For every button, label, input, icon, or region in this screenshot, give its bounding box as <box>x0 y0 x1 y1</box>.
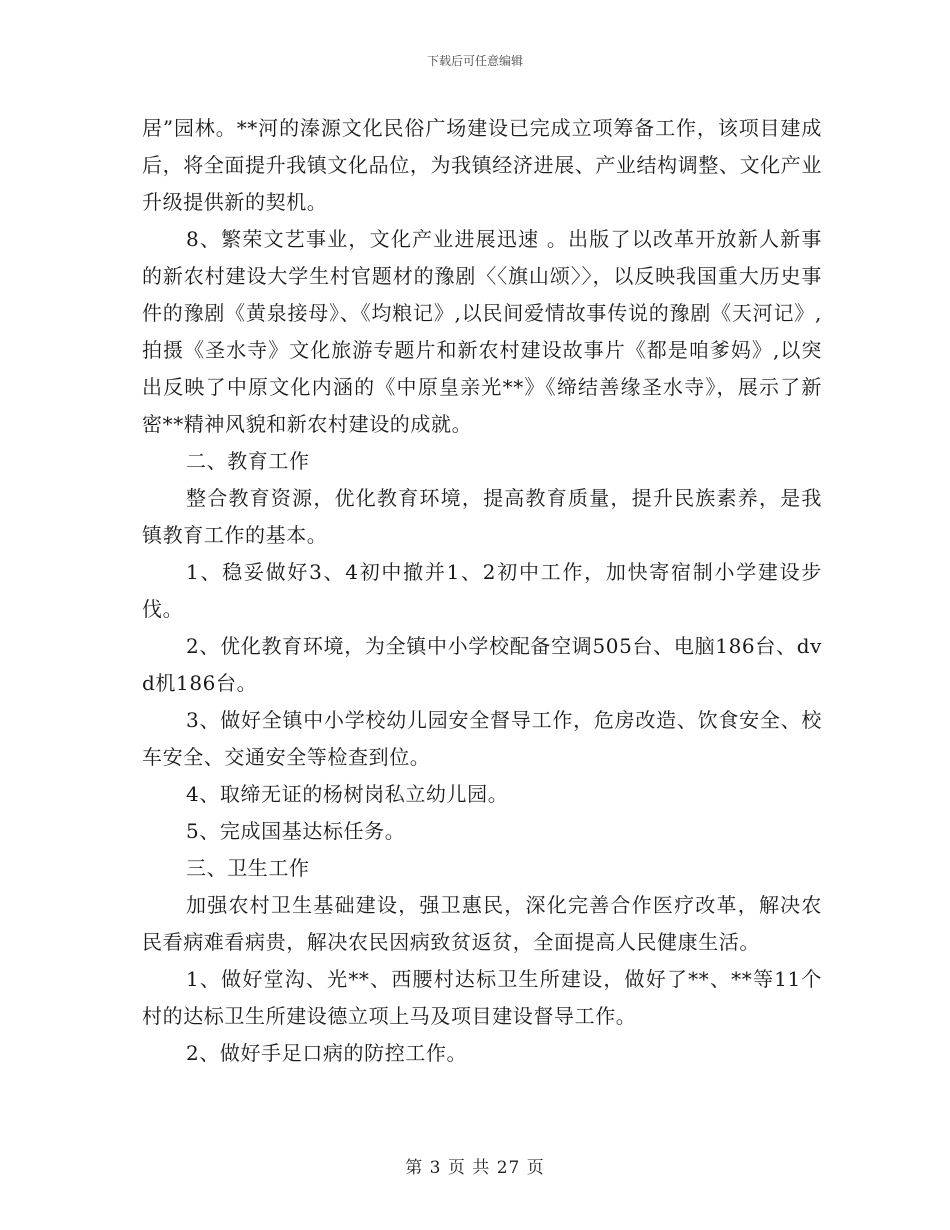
list-item: 4、取缔无证的杨树岗私立幼儿园。 <box>186 782 509 806</box>
list-item: 1、做好堂沟、光**、西腰村达标卫生所建设，做好了**、**等11个村的达标卫生所建设德立项上马及项目建设督导工作。 <box>142 967 822 1028</box>
document-body <box>142 110 822 1072</box>
list-item: 2、做好手足口病的防控工作。 <box>186 1041 468 1065</box>
section-heading: 二、教育工作 <box>186 449 310 473</box>
list-item: 5、完成国基达标任务。 <box>186 819 406 843</box>
paragraph: 整合教育资源，优化教育环境，提高教育质量，提升民族素养，是我镇教育工作的基本。 <box>142 486 822 547</box>
list-item: 2、优化教育环境，为全镇中小学校配备空调505台、电脑186台、dvd机186台。 <box>142 634 822 695</box>
list-item: 1、稳妥做好3、4初中撤并1、2初中工作，加快寄宿制小学建设步伐。 <box>142 560 822 621</box>
paragraph: 居”园林。**河的溱源文化民俗广场建设已完成立项筹备工作，该项目建成后，将全面提升我镇文化品位，为我镇经济进展、产业结构调整、文化产业升级提供新的契机。 <box>142 116 822 214</box>
page-header: 下载后可任意编辑 <box>426 54 523 68</box>
list-item: 3、做好全镇中小学校幼儿园安全督导工作，危房改造、饮食安全、校车安全、交通安全等检查到位。 <box>142 708 822 769</box>
section-heading: 三、卫生工作 <box>186 856 310 880</box>
page-number: 第 3 页 共 27 页 <box>405 1158 545 1178</box>
paragraph: 8、繁荣文艺事业，文化产业进展迅速 。出版了以改革开放新人新事的新农村建设大学生村官题材的豫剧〈〈旗山颂〉〉，以反映我国重大历史事件的豫剧《黄泉接母》、《均粮记》,以民间爱情故事传说的豫剧《天河记》,拍摄《圣水寺》文化旅游专题片和新农村建设故事片《都是咱爹妈》,以突出反映了中原文化内涵的《中原皇亲光**》《缔结善缘圣水寺》，展示了新密**精神风貌和新农村建设的成就。 <box>142 227 822 436</box>
paragraph: 加强农村卫生基础建设，强卫惠民，深化完善合作医疗改革，解决农民看病难看病贵，解决农民因病致贫返贫，全面提高人民健康生活。 <box>142 893 822 954</box>
